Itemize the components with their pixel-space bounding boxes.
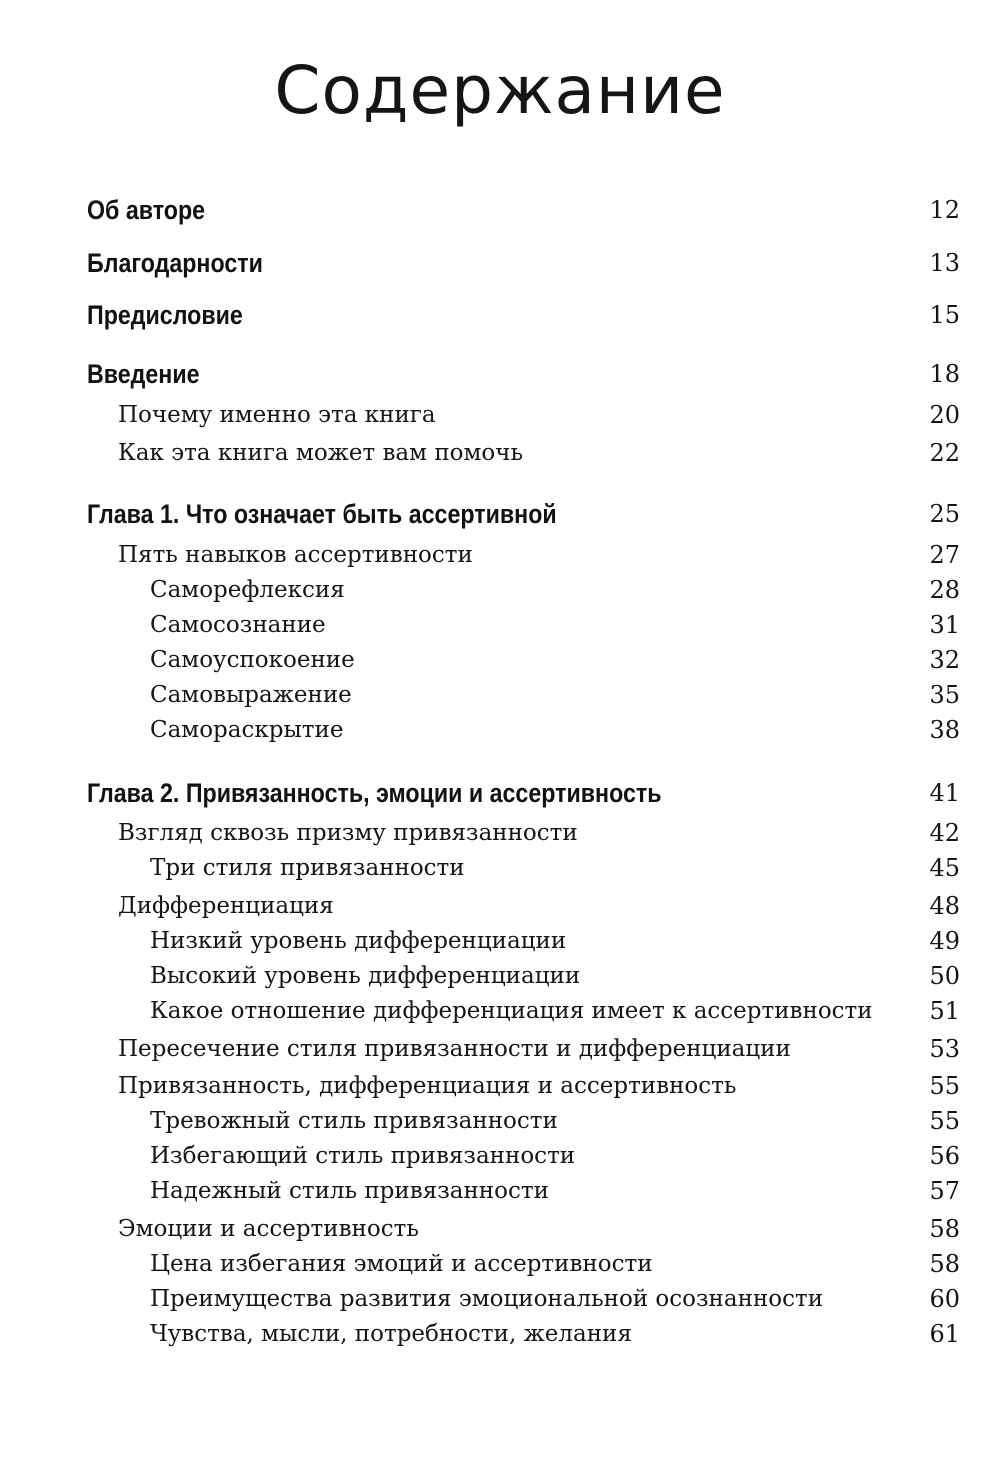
toc-entry xyxy=(0,607,1000,643)
toc-entry-page: 56 xyxy=(929,1142,960,1170)
toc-entry-title: Низкий уровень дифференциации xyxy=(150,928,567,954)
toc-entry-title: Преимущества развития эмоциональной осознанности xyxy=(150,1286,824,1312)
toc-entry-title: Пять навыков ассертивности xyxy=(118,542,473,568)
toc-entry xyxy=(0,677,1000,713)
toc-entry-title: Цена избегания эмоций и ассертивности xyxy=(150,1251,653,1277)
toc-entry xyxy=(0,1281,1000,1317)
toc-entry-page: 38 xyxy=(929,716,960,744)
toc-entry-page: 20 xyxy=(929,401,960,429)
toc-entry xyxy=(0,496,1000,532)
toc-entry-page: 13 xyxy=(929,249,960,277)
toc-entry-page: 42 xyxy=(929,819,960,847)
toc-entry-title: Три стиля привязанности xyxy=(150,855,465,881)
toc-entry-page: 22 xyxy=(929,439,960,467)
toc-entry-title: Эмоции и ассертивность xyxy=(118,1216,419,1242)
toc-entry-page: 51 xyxy=(929,997,960,1025)
toc-entry xyxy=(0,1211,1000,1247)
toc-entry-page: 15 xyxy=(929,301,960,329)
toc-entry-page: 35 xyxy=(929,681,960,709)
toc-entry xyxy=(0,572,1000,608)
toc-entry-page: 45 xyxy=(929,854,960,882)
page-title: Содержание xyxy=(274,52,726,129)
toc-entry xyxy=(0,1316,1000,1352)
toc-entry-title: Почему именно эта книга xyxy=(118,402,436,428)
toc-entry-page: 55 xyxy=(929,1107,960,1135)
toc-entry-page: 18 xyxy=(929,360,960,388)
toc-entry-title: Самораскрытие xyxy=(150,717,344,743)
toc-entry-page: 28 xyxy=(929,576,960,604)
toc-entry-page: 27 xyxy=(929,541,960,569)
toc-entry xyxy=(0,958,1000,994)
toc-entry-page: 58 xyxy=(929,1215,960,1243)
toc-entry xyxy=(0,192,1000,228)
toc-entry-title: Взгляд сквозь призму привязанности xyxy=(118,820,578,846)
toc-entry-title: Самовыражение xyxy=(150,682,352,708)
toc-entry xyxy=(0,297,1000,333)
toc-entry xyxy=(0,712,1000,748)
toc-entry xyxy=(0,537,1000,573)
toc-entry-title: Тревожный стиль привязанности xyxy=(150,1108,558,1134)
toc-entry-page: 57 xyxy=(929,1177,960,1205)
toc-entry xyxy=(0,850,1000,886)
toc-entry-page: 50 xyxy=(929,962,960,990)
toc-entry-title: Самосознание xyxy=(150,612,326,638)
toc-entry-page: 49 xyxy=(929,927,960,955)
toc-entry xyxy=(0,642,1000,678)
toc-entry-title: Об авторе xyxy=(87,195,206,225)
toc-entry-title: Дифференциация xyxy=(118,893,334,919)
toc-entry-page: 41 xyxy=(929,779,960,807)
toc-entry-title: Предисловие xyxy=(87,300,243,330)
toc-entry-title: Как эта книга может вам помочь xyxy=(118,440,523,466)
toc-entry xyxy=(0,245,1000,281)
toc-entry-title: Самоуспокоение xyxy=(150,647,355,673)
toc-entry xyxy=(0,923,1000,959)
toc-entry xyxy=(0,356,1000,392)
toc-entry xyxy=(0,815,1000,851)
toc-entry-title: Глава 2. Привязанность, эмоции и ассертивность xyxy=(87,778,662,808)
toc-entry-page: 48 xyxy=(929,892,960,920)
toc-entry-page: 53 xyxy=(929,1035,960,1063)
toc-entry xyxy=(0,1173,1000,1209)
toc-entry xyxy=(0,435,1000,471)
toc-entry-title: Введение xyxy=(87,359,200,389)
toc-entry xyxy=(0,397,1000,433)
toc-entry-title: Какое отношение дифференциация имеет к ассертивности xyxy=(150,998,873,1024)
toc-entry-title: Высокий уровень дифференциации xyxy=(150,963,581,989)
toc-entry-page: 55 xyxy=(929,1072,960,1100)
toc-entry xyxy=(0,888,1000,924)
toc-entry-title: Благодарности xyxy=(87,248,263,278)
toc-entry xyxy=(0,993,1000,1029)
toc-entry-page: 31 xyxy=(929,611,960,639)
toc-entry-page: 58 xyxy=(929,1250,960,1278)
toc-entry xyxy=(0,1138,1000,1174)
toc-entry-title: Чувства, мысли, потребности, желания xyxy=(150,1321,632,1347)
toc-entry xyxy=(0,775,1000,811)
toc-entry-title: Привязанность, дифференциация и ассертивность xyxy=(118,1073,737,1099)
toc-entry-page: 60 xyxy=(929,1285,960,1313)
toc-entry-title: Надежный стиль привязанности xyxy=(150,1178,549,1204)
toc-entry xyxy=(0,1246,1000,1282)
toc-entry xyxy=(0,1103,1000,1139)
toc-entry-page: 25 xyxy=(929,500,960,528)
toc-entry-title: Саморефлексия xyxy=(150,577,345,603)
toc-entry-page: 12 xyxy=(929,196,960,224)
toc-entry-title: Глава 1. Что означает быть ассертивной xyxy=(87,499,557,529)
toc-entry-title: Пересечение стиля привязанности и дифференциации xyxy=(118,1036,791,1062)
toc-entry-page: 61 xyxy=(929,1320,960,1348)
toc-entry xyxy=(0,1068,1000,1104)
toc-entry-title: Избегающий стиль привязанности xyxy=(150,1143,576,1169)
toc-entry xyxy=(0,1031,1000,1067)
toc-entry-page: 32 xyxy=(929,646,960,674)
